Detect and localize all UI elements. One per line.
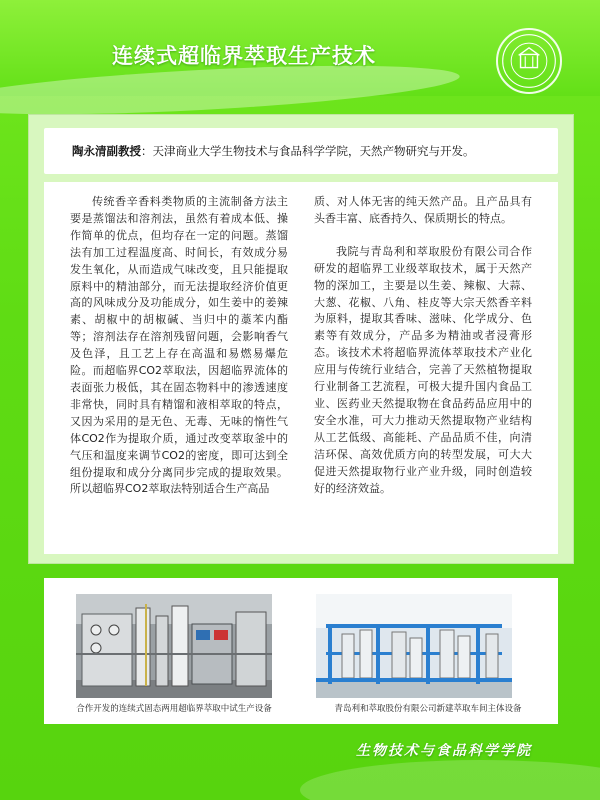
photo-box: [44, 578, 558, 724]
workshop-equipment-photo: [316, 594, 512, 698]
article-column-right: [314, 194, 532, 497]
author-name: 陶永清副教授: [72, 144, 141, 158]
page-title: 连续式超临界萃取生产技术: [112, 44, 376, 68]
article-column-left: [70, 194, 288, 498]
author-bar: [44, 128, 558, 174]
pilot-equipment-photo: [76, 594, 272, 698]
paragraph-continued: 质、对人体无害的纯天然产品。且产品具有头香丰富、底香持久、保质期长的特点。: [314, 195, 532, 225]
footer-school-name: 生物技术与食品科学学院: [356, 743, 532, 759]
footer-swoosh: [300, 760, 600, 800]
paragraph-right: 我院与青岛利和萃取股份有限公司合作研发的超临界工业级萃取技术，属于天然产物的深加工，主要是以生姜、辣椒、大蒜、大葱、花椒、八角、桂皮等大宗天然香辛料为原料，提取其香味、滋味、化学成分、色素等有效成分，产品多为精油或者浸膏形态。该技术术将超临界流体萃取技术产业化应用与传统行业结合，完善了天然植物提取行业制备工艺流程，可极大提升国内食品工业、医药业天然提取物在食品药品应用中的安全水准，可大力推动天然提取物产业结构从工艺低级、高能耗、产品品质不佳，向清洁环保、高效优质方向的转型发展，可大大促进天然提取物行业产业升级，同时创造较好的经济效益。: [314, 244, 532, 495]
article-text-box: [44, 182, 558, 554]
right-photo-caption: 青岛利和萃取股份有限公司新建萃取车间主体设备: [334, 704, 522, 714]
author-affiliation: ：天津商业大学生物技术与食品科学学院，天然产物研究与开发。: [141, 144, 475, 158]
paragraph-left: 传统香辛香料类物质的主流制备方法主要是蒸馏法和溶剂法，虽然有着成本低、操作简单的优点，但均存在一定的问题。蒸馏法有加工过程温度高、时间长，有效成分易发生氧化，从而造成气味改变，且只能提取原料中的精油部分，而无法提取经济价值更高的风味成分及功能成分，如生姜中的姜辣素、胡椒中的胡椒碱、当归中的藁苯内酯等；溶剂法存在溶剂残留问题，会影响香气及色泽，且工艺上存在高温和易燃易爆危险。而超临界CO2萃取法，因超临界流体的表面张力极低，其在固态物料中的渗透速度非常快，同时具有精馏和液相萃取的特点，又因为采用的是无色、无毒、无味的惰性气体CO2作为提取介质，通过改变萃取釜中的气压和温度来调节CO2的密度，即可达到全组份提取和成分分离同步完成的提取效果。所以超临界CO2萃取法特别适合生产高品: [70, 195, 288, 496]
left-photo-caption: 合作开发的连续式固态两用超临界萃取中试生产设备: [76, 704, 272, 714]
university-seal-logo: [496, 28, 562, 94]
